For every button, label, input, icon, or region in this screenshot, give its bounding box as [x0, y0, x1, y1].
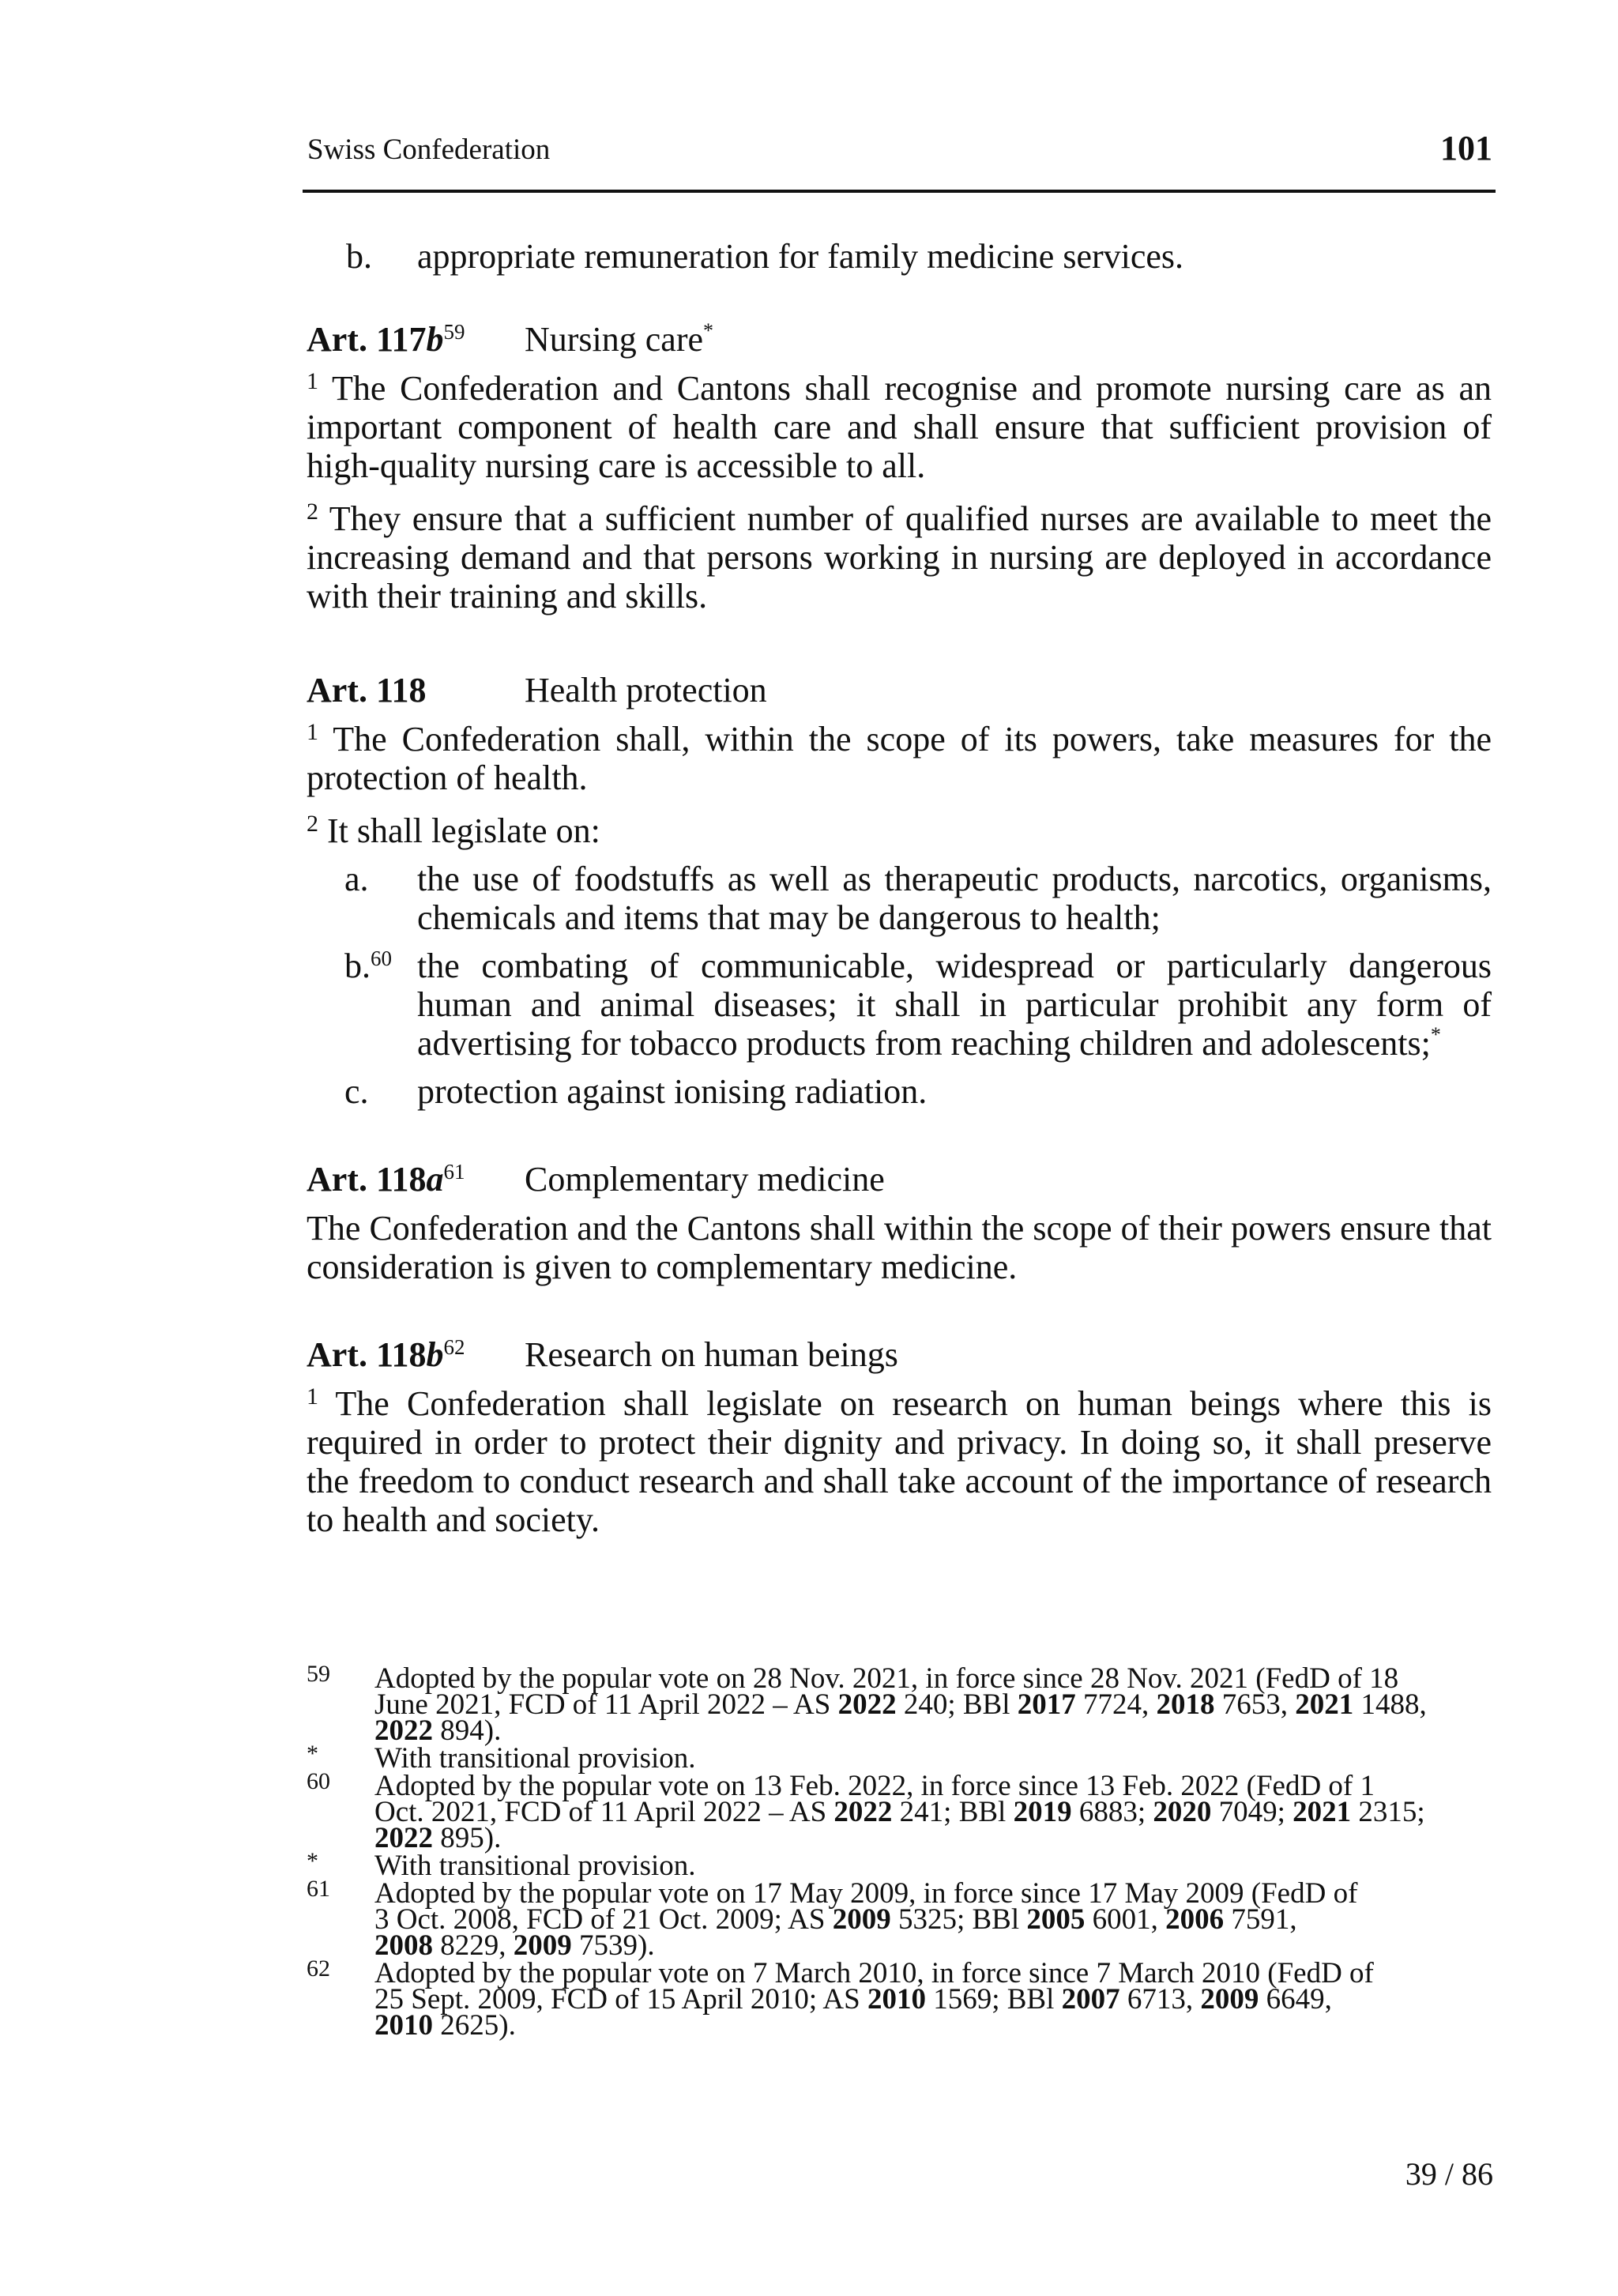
item-text: the use of foodstuffs as well as therapeutic products, narcotics, organisms, chemicals and items that may be dangerous to health; — [417, 860, 1492, 937]
list-item — [307, 860, 1492, 937]
article-heading — [307, 671, 1492, 713]
footnote-ref[interactable]: 61 — [443, 1160, 465, 1184]
footnote-star: * With transitional provision. — [307, 1741, 696, 1775]
item-text: protection against ionising radiation. — [417, 1072, 928, 1111]
article-number: Art. 118 — [307, 671, 427, 710]
footnote-star: * With transitional provision. — [307, 1848, 696, 1882]
paragraph-number: 1 — [307, 719, 318, 745]
list-item — [307, 237, 1492, 276]
transitional-star: * — [703, 319, 714, 342]
article-number: Art. $118a^{61}$ — [307, 1160, 465, 1199]
paragraph-number: 2 — [307, 811, 318, 837]
article-heading — [307, 1160, 1492, 1203]
footnote-59: 59 Adopted by the popular vote on 28 Nov. 2021, in force since 28 Nov. 2021 (FedD of 18 June 2021, FCD of 11 April 2022 – AS 2022 240; BBl 2017 7724, 2018 7653, 2021 1488, 2022 894). — [307, 1661, 1427, 1747]
article-title: Health protection — [525, 671, 767, 710]
page-folio: 39 / 86 — [1405, 2156, 1493, 2192]
footnote-60: 60 Adopted by the popular vote on 13 Feb. 2022, in force since 13 Feb. 2022 (FedD of 1 Oct. 2021, FCD of 11 April 2022 – AS 2022 241; BBl 2019 6883; 2020 7049; 2021 2315; 2022 895). — [307, 1768, 1425, 1854]
transitional-star: * — [1430, 1023, 1441, 1046]
main-content — [307, 237, 1492, 1553]
paragraph: $^1$ The Confederation shall, within the scope of its powers, take measures for the protection of health. — [307, 719, 1492, 797]
footnote-mark: 59 — [307, 1661, 330, 1687]
footnote-mark: * — [307, 1741, 318, 1767]
legislation-list — [307, 860, 1492, 1111]
article-title: Nursing care* — [525, 319, 714, 359]
article-title: Complementary medicine — [525, 1160, 885, 1199]
running-title: Swiss Confederation — [307, 134, 551, 166]
paragraph: $^1$ The Confederation and Cantons shall recognise and promote nursing care as an important component of health care and shall ensure that sufficient provision of high-quality nursing care is accessible to all. — [307, 368, 1492, 485]
footnote-mark: 60 — [307, 1768, 330, 1794]
footnote-62: 62 Adopted by the popular vote on 7 March 2010, in force since 7 March 2010 (FedD of 25 Sept. 2009, FCD of 15 April 2010; AS 2010 1569; BBl 2007 6713, 2009 6649, 2010 2625). — [307, 1955, 1374, 2042]
footnote-mark: 61 — [307, 1876, 330, 1902]
footnote-ref[interactable]: 59 — [443, 320, 465, 344]
item-marker: b.$^{60}$ — [344, 947, 392, 985]
paragraph-number: 1 — [307, 368, 318, 394]
footnote-ref[interactable]: 60 — [371, 947, 392, 970]
page-number: 101 — [1440, 129, 1492, 167]
list-item — [307, 1072, 1492, 1111]
paragraph: $^2$ It shall legislate on: — [307, 811, 600, 850]
paragraph: $^2$ They ensure that a sufficient number of qualified nurses are available to meet the increasing demand and that persons working in nursing are deployed in accordance with their training and skills. — [307, 499, 1492, 615]
item-text: appropriate remuneration for family medicine services. — [417, 237, 1184, 276]
item-marker: b. — [346, 237, 372, 276]
footnotes — [307, 1661, 1492, 2042]
item-marker: a. — [344, 860, 369, 898]
footnote-61: 61 Adopted by the popular vote on 17 May 2009, in force since 17 May 2009 (FedD of 3 Oct. 2008, FCD of 21 Oct. 2009; AS 2009 5325; BBl 2005 6001, 2006 7591, 2008 8229, 2009 7539). — [307, 1876, 1358, 1962]
item-text: the combating of communicable, widespread or particularly dangerous human and animal diseases; it shall in particular prohibit any form of advertising for tobacco products from reaching children and adolescents; — [417, 947, 1492, 1063]
paragraph-number: 2 — [307, 499, 318, 525]
footnote-ref[interactable]: 62 — [443, 1335, 465, 1359]
list-item — [307, 947, 1492, 1063]
paragraph: $^1$ The Confederation shall legislate on research on human beings where this is required in order to protect their dignity and privacy. In doing so, it shall preserve the freedom to conduct research and shall take account of the importance of research to health and society. — [307, 1383, 1492, 1539]
page-header — [303, 126, 1496, 193]
footnote-mark: 62 — [307, 1955, 330, 1982]
footnote-mark: * — [307, 1848, 318, 1874]
article-number: Art. $118b^{62}$ — [307, 1335, 465, 1374]
item-marker: c. — [344, 1072, 369, 1111]
article-heading — [307, 1335, 1492, 1378]
paragraph: The Confederation and the Cantons shall within the scope of their powers ensure that consideration is given to complementary medicine. — [307, 1209, 1492, 1286]
article-heading — [307, 320, 1492, 363]
paragraph-number: 1 — [307, 1383, 318, 1410]
article-number: Art. $117b^{59}$ — [307, 320, 465, 359]
article-title: Research on human beings — [525, 1335, 898, 1374]
